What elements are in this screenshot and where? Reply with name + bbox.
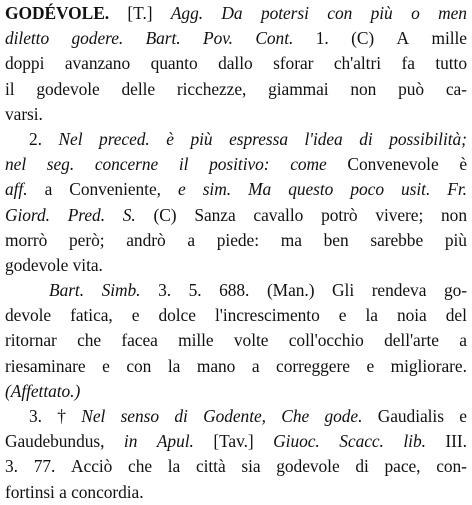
entry-word: Conveniente,	[69, 179, 161, 200]
entry-word: Giuoc.	[273, 431, 320, 452]
entry-word: pace,	[384, 456, 421, 477]
entry-line	[5, 404, 467, 429]
entry-word: morrò	[5, 229, 48, 250]
entry-word: possibilità;	[389, 128, 467, 149]
entry-word: Simb.	[101, 280, 141, 301]
entry-line-text	[5, 482, 144, 502]
entry-word: non	[441, 204, 467, 225]
dictionary-entry	[0, 1, 472, 502]
entry-word: lib.	[403, 431, 426, 452]
entry-word: facea	[121, 330, 158, 351]
entry-word: senso	[120, 406, 159, 426]
entry-word: Da	[221, 3, 243, 23]
entry-word: come	[290, 154, 327, 175]
entry-word: (C)	[153, 204, 177, 225]
entry-word: Gaudialis	[377, 406, 444, 426]
entry-line	[5, 454, 467, 479]
entry-word: Bart.	[145, 28, 181, 49]
entry-word: 688.	[219, 280, 250, 301]
entry-word: (Man.)	[266, 280, 315, 301]
entry-word: doppi	[5, 53, 45, 74]
entry-word: a	[187, 229, 196, 250]
entry-line	[5, 429, 467, 454]
entry-word: concerne	[94, 154, 159, 175]
entry-word: coll'occhio	[288, 330, 364, 351]
entry-word: giammai	[268, 78, 329, 99]
entry-word: di	[359, 128, 373, 149]
entry-word: 77.	[33, 456, 56, 477]
entry-word: riesaminare	[5, 355, 86, 376]
entry-word: go-	[443, 280, 467, 301]
entry-word: positivo:	[209, 154, 270, 175]
entry-word: godevole	[5, 254, 73, 275]
entry-word: potersi	[260, 3, 309, 23]
entry-word: (C)	[351, 28, 375, 49]
entry-line	[5, 203, 467, 228]
entry-word: sim.	[202, 179, 232, 200]
entry-word: seg.	[46, 154, 75, 175]
entry-word: (Affettato.)	[5, 380, 81, 401]
entry-word: Apul.	[156, 431, 194, 452]
entry-word: migliorare.	[390, 355, 467, 376]
entry-word: l'idea	[304, 128, 343, 149]
entry-line	[5, 177, 467, 202]
entry-word: del	[445, 305, 467, 326]
entry-word: e	[459, 406, 467, 426]
entry-word: piede:	[216, 229, 259, 250]
entry-word: dell'arte	[384, 330, 439, 351]
entry-word: è	[166, 128, 174, 149]
entry-line	[5, 77, 467, 102]
entry-line-text	[5, 104, 43, 124]
entry-word: Sanza	[194, 204, 236, 225]
entry-word: a	[459, 330, 467, 351]
entry-word: dallo	[218, 53, 253, 74]
entry-word: e	[102, 355, 110, 376]
entry-word: ritornar	[5, 330, 57, 351]
entry-word: godevole	[276, 456, 340, 477]
entry-word: con	[126, 355, 152, 376]
entry-line	[5, 303, 467, 328]
entry-word: devole	[5, 305, 52, 326]
entry-word: e	[366, 355, 375, 376]
entry-word: Ma	[248, 179, 272, 200]
entry-word: sforar	[273, 53, 314, 74]
entry-line	[5, 354, 467, 379]
entry-word: nel	[5, 154, 27, 175]
entry-word: fortinsi	[5, 481, 60, 502]
entry-word: e	[177, 179, 186, 200]
entry-word: ben	[323, 229, 349, 250]
entry-word: aff.	[5, 179, 28, 200]
entry-word: [T.]	[127, 3, 153, 23]
entry-word: Nel	[58, 128, 83, 149]
entry-word: A	[396, 28, 410, 49]
entry-word: però;	[69, 229, 105, 250]
entry-word: che	[77, 330, 102, 351]
entry-word: poco	[350, 179, 384, 200]
entry-word: noia	[396, 305, 427, 326]
entry-word: 3.	[29, 406, 42, 426]
entry-word: vivere;	[375, 204, 424, 225]
entry-word: III.	[445, 431, 467, 452]
entry-word: che	[128, 456, 153, 477]
entry-word: godevole	[36, 78, 100, 99]
entry-line	[5, 26, 467, 51]
entry-word: Che	[281, 406, 310, 426]
entry-word: questo	[288, 179, 334, 200]
entry-word: il	[178, 154, 189, 175]
entry-line	[5, 480, 467, 505]
entry-word: godere.	[71, 28, 124, 49]
entry-word: la	[167, 355, 181, 376]
entry-word: Nel	[81, 406, 106, 426]
entry-word: Bart.	[49, 280, 85, 301]
entry-word: Pov.	[203, 28, 233, 49]
entry-word: delle	[121, 78, 156, 99]
entry-word: più	[190, 128, 213, 149]
entry-word: non	[350, 78, 377, 99]
entry-word: Agg.	[170, 3, 204, 23]
entry-word: il	[5, 78, 15, 99]
entry-word: S.	[122, 204, 136, 225]
entry-word: [Tav.]	[213, 431, 254, 452]
entry-line	[5, 379, 467, 404]
entry-word: è	[459, 154, 467, 175]
entry-word: a	[251, 355, 260, 376]
entry-word: dolce	[158, 305, 196, 326]
entry-word: Godente,	[203, 406, 266, 426]
entry-word: di	[174, 406, 188, 426]
entry-word: con	[327, 3, 353, 23]
entry-word: città	[195, 456, 226, 477]
entry-word: GODÉVOLE.	[5, 3, 110, 23]
entry-line	[5, 278, 467, 303]
entry-word: sarebbe	[370, 229, 424, 250]
entry-word: a	[44, 179, 53, 200]
entry-word: volte	[233, 330, 269, 351]
entry-word: Pred.	[67, 204, 105, 225]
entry-word: più	[444, 229, 467, 250]
entry-word: in	[123, 431, 138, 452]
entry-line	[5, 51, 467, 76]
entry-word: e	[338, 305, 347, 326]
entry-word: e	[131, 305, 140, 326]
entry-word: l'increscimento	[214, 305, 320, 326]
entry-line-text	[5, 381, 80, 401]
entry-word: la	[167, 456, 181, 477]
entry-word: andrò	[126, 229, 166, 250]
entry-word: mille	[431, 28, 467, 49]
entry-word: fa	[401, 53, 415, 74]
entry-word: †	[57, 406, 66, 426]
entry-word: ma	[280, 229, 302, 250]
entry-line	[5, 127, 467, 152]
entry-word: varsi.	[5, 103, 43, 124]
entry-word: di	[355, 456, 369, 477]
entry-word: ca-	[445, 78, 467, 99]
entry-word: ch'altri	[333, 53, 381, 74]
entry-word: potrò	[321, 204, 358, 225]
entry-word: 1.	[315, 28, 329, 49]
entry-word: quanto	[150, 53, 198, 74]
entry-word: 5.	[188, 280, 202, 301]
entry-word: Scacc.	[339, 431, 384, 452]
entry-word: con-	[436, 456, 467, 477]
entry-word: sia	[241, 456, 261, 477]
entry-word: men	[438, 3, 467, 23]
entry-word: 3.	[5, 456, 18, 477]
entry-line	[5, 152, 467, 177]
entry-word: può	[398, 78, 425, 99]
entry-word: gode.	[324, 406, 363, 426]
entry-word: avanzano	[64, 53, 131, 74]
entry-word: a	[59, 481, 72, 502]
entry-line-text	[5, 255, 103, 275]
entry-word: fatica,	[70, 305, 113, 326]
entry-word: mano	[196, 355, 236, 376]
entry-word: o	[411, 3, 420, 23]
entry-word: correggere	[276, 355, 350, 376]
entry-word: più	[370, 3, 393, 23]
entry-word: preced.	[99, 128, 150, 149]
entry-word: concordia.	[71, 481, 144, 502]
entry-line	[5, 102, 467, 127]
entry-line	[5, 253, 467, 278]
entry-word: Acciò	[71, 456, 113, 477]
entry-word: mille	[178, 330, 214, 351]
entry-word: Gli	[332, 280, 355, 301]
entry-word: 3.	[158, 280, 172, 301]
entry-line	[5, 228, 467, 253]
entry-line	[5, 328, 467, 353]
entry-line	[5, 1, 467, 26]
entry-word: tutto	[435, 53, 467, 74]
entry-word: espressa	[229, 128, 288, 149]
entry-word: rendeva	[371, 280, 427, 301]
entry-word: Giord.	[5, 204, 50, 225]
entry-word: diletto	[5, 28, 50, 49]
entry-word: vita.	[72, 254, 103, 275]
entry-word: Cont.	[255, 28, 294, 49]
entry-word: usit.	[401, 179, 431, 200]
entry-word: Fr.	[447, 179, 467, 200]
entry-word: ricchezze,	[176, 78, 247, 99]
entry-word: Convenevole	[347, 154, 439, 175]
entry-word: 2.	[29, 128, 42, 149]
entry-word: cavallo	[253, 204, 304, 225]
entry-word: Gaudebundus,	[5, 431, 105, 452]
entry-word: la	[365, 305, 378, 326]
